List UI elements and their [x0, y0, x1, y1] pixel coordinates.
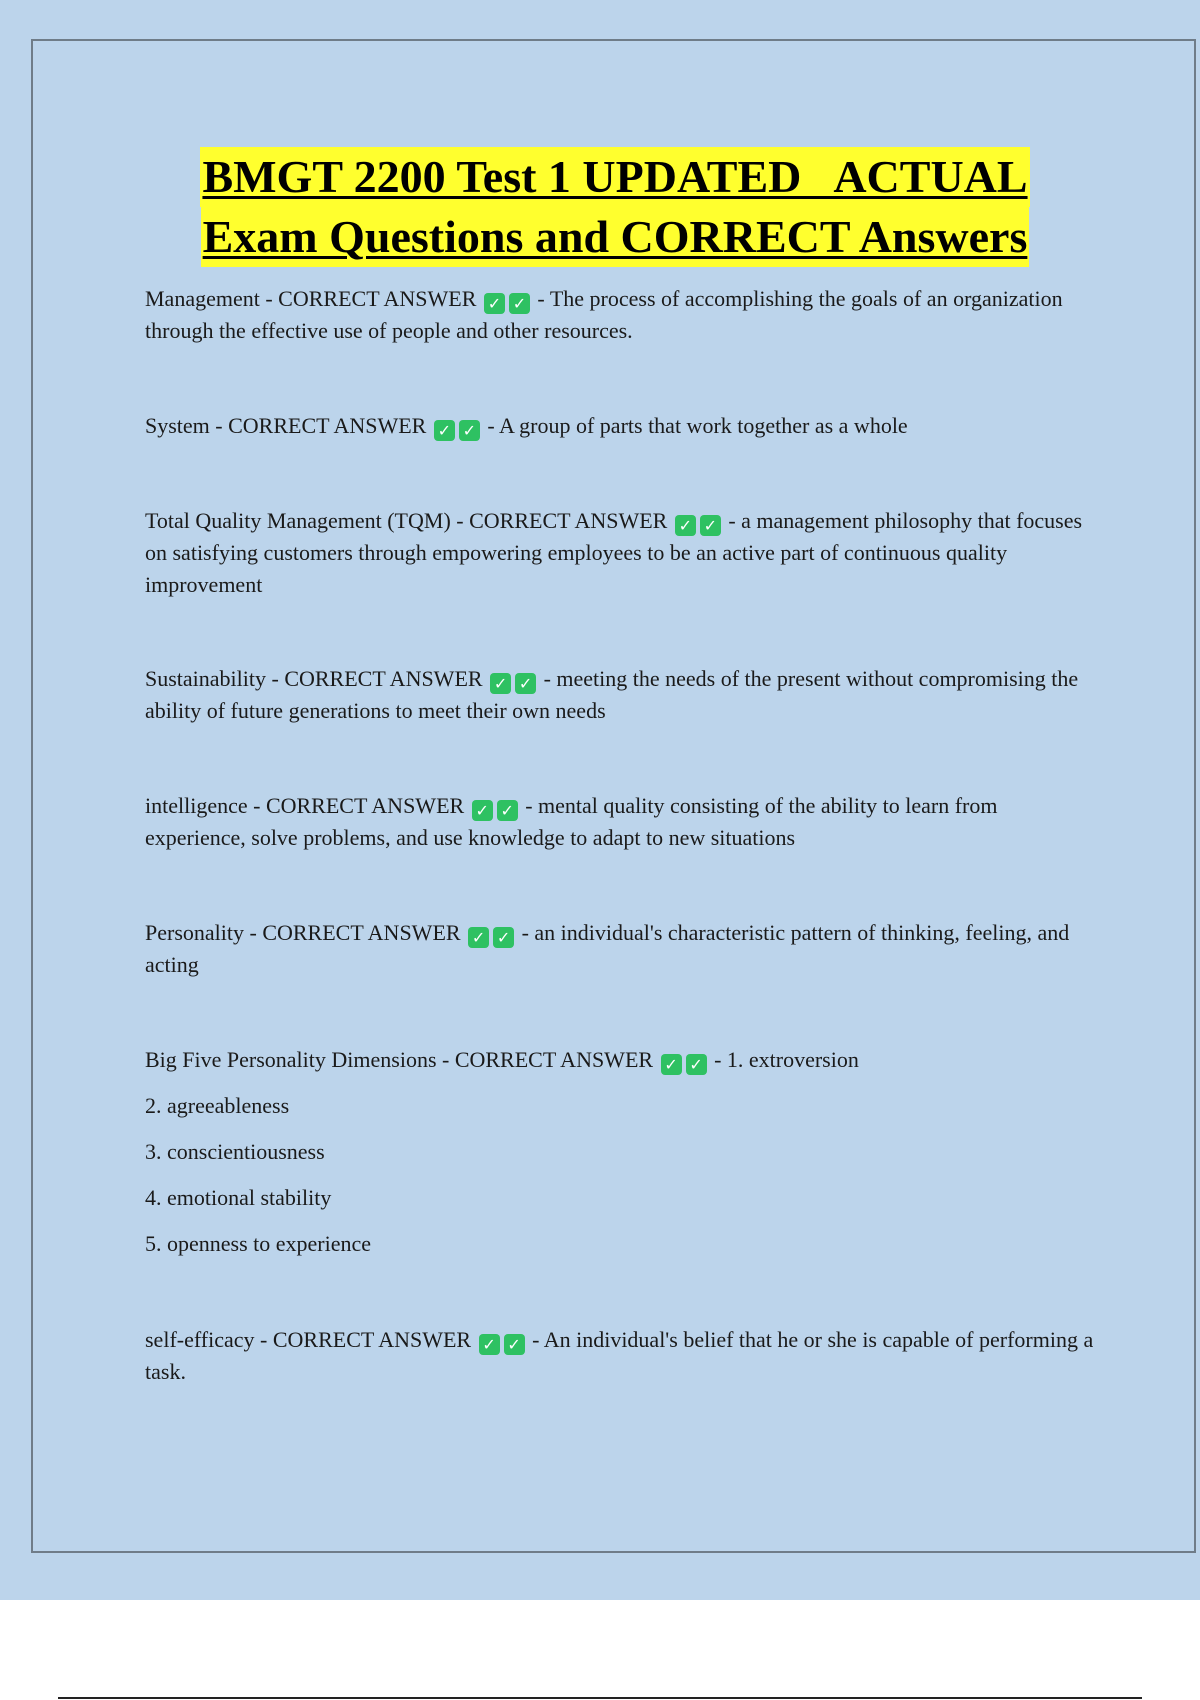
qa-entry — [145, 663, 1095, 727]
entry-term: Management - CORRECT ANSWER — [145, 286, 477, 311]
check-icon: ✓ — [686, 1054, 707, 1075]
qa-entry — [145, 283, 1095, 347]
check-icon: ✓ — [700, 515, 721, 536]
entry-definition: - 1. extroversion — [714, 1047, 859, 1072]
check-icon: ✓ — [472, 800, 493, 821]
qa-entry — [145, 790, 1095, 854]
list-item: 2. agreeableness — [145, 1093, 290, 1118]
list-item: 5. openness to experience — [145, 1231, 372, 1256]
check-icon: ✓ — [459, 420, 480, 441]
entry-term: self-efficacy - CORRECT ANSWER — [145, 1327, 472, 1352]
qa-entry — [145, 1324, 1095, 1388]
entry-definition: - meeting the needs of the present without compromising the ability of future generations to meet their own needs — [145, 666, 1079, 723]
entry-definition: - a management philosophy that focuses on satisfying customers through empowering employees to be an active part of continuous quality improvement — [145, 508, 1083, 597]
check-icon: ✓ — [490, 673, 511, 694]
title-line-2: Exam Questions and CORRECT Answers — [201, 207, 1030, 267]
check-icon: ✓ — [675, 515, 696, 536]
check-icon: ✓ — [497, 800, 518, 821]
title-line-1: BMGT 2200 Test 1 UPDATED ACTUAL — [200, 147, 1029, 207]
check-icon: ✓ — [509, 293, 530, 314]
entry-definition: - An individual's belief that he or she is capable of performing a task. — [145, 1327, 1094, 1384]
entry-definition: - A group of parts that work together as a whole — [487, 413, 908, 438]
entry-term: Big Five Personality Dimensions - CORRECT ANSWER — [145, 1047, 654, 1072]
list-item: 3. conscientiousness — [145, 1139, 325, 1164]
check-icon: ✓ — [484, 293, 505, 314]
entry-definition: - an individual's characteristic pattern of thinking, feeling, and acting — [145, 920, 1070, 977]
qa-entry — [145, 410, 1095, 442]
qa-entry — [145, 1044, 1095, 1076]
check-icon: ✓ — [661, 1054, 682, 1075]
footer-rule — [58, 1697, 1142, 1699]
qa-entry — [145, 505, 1095, 601]
entry-term: intelligence - CORRECT ANSWER — [145, 793, 465, 818]
entry-definition: - mental quality consisting of the ability to learn from experience, solve problems, and use knowledge to adapt to new situations — [145, 793, 998, 850]
entry-term: Sustainability - CORRECT ANSWER — [145, 666, 483, 691]
qa-list — [145, 283, 1095, 1388]
entry-definition: - The process of accomplishing the goals of an organization through the effective use of people and other resources. — [145, 286, 1063, 343]
check-icon: ✓ — [479, 1334, 500, 1355]
check-icon: ✓ — [493, 927, 514, 948]
check-icon: ✓ — [504, 1334, 525, 1355]
check-icon: ✓ — [434, 420, 455, 441]
entry-term: Personality - CORRECT ANSWER — [145, 920, 461, 945]
check-icon: ✓ — [468, 927, 489, 948]
qa-entry — [145, 917, 1095, 981]
entry-term: System - CORRECT ANSWER — [145, 413, 427, 438]
check-icon: ✓ — [515, 673, 536, 694]
document-title — [0, 147, 1200, 267]
list-item: 4. emotional stability — [145, 1185, 332, 1210]
entry-term: Total Quality Management (TQM) - CORRECT ANSWER — [145, 508, 668, 533]
